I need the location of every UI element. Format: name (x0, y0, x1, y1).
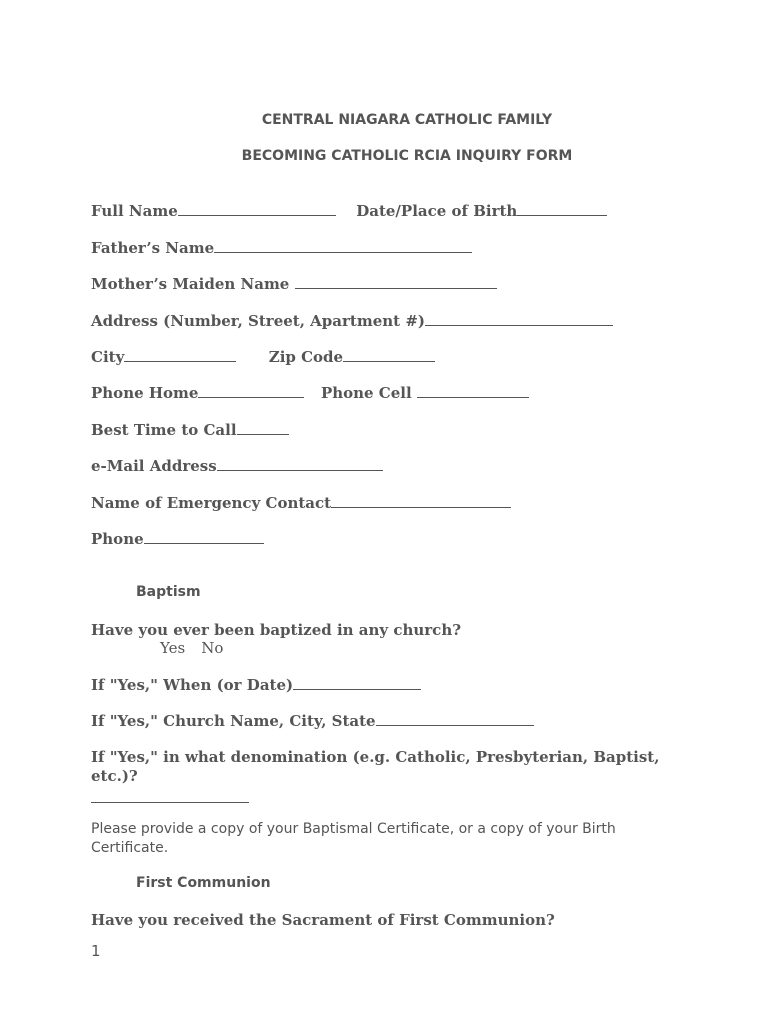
email-label: e-Mail Address (91, 457, 217, 475)
church-row (91, 711, 534, 730)
denomination-question: If "Yes," in what denomination (e.g. Catholic, Presbyterian, Baptist, etc.)? (91, 748, 660, 785)
org-title: CENTRAL NIAGARA CATHOLIC FAMILY (261, 112, 553, 128)
address-row (91, 311, 613, 330)
full-name-input[interactable] (178, 201, 336, 216)
full-name-row (91, 201, 607, 220)
baptized-question: Have you ever been baptized in any church? (91, 621, 462, 639)
yes-option[interactable]: Yes (160, 639, 186, 657)
phone-home-label: Phone Home (91, 384, 199, 402)
city-label: City (91, 348, 125, 366)
emergency-label: Name of Emergency Contact (91, 494, 332, 512)
phone-input[interactable] (144, 529, 264, 544)
phones-row (91, 383, 529, 402)
when-label: If "Yes," When (or Date) (91, 676, 294, 694)
mothers-name-input[interactable] (295, 274, 497, 289)
phone-home-input[interactable] (198, 383, 304, 398)
address-input[interactable] (425, 311, 613, 326)
birth-input[interactable] (517, 201, 607, 216)
certificate-note: Please provide a copy of your Baptismal Certificate, or a copy of your Birth Certificate. (91, 821, 616, 856)
best-time-input[interactable] (237, 420, 289, 435)
city-input[interactable] (124, 347, 236, 362)
phone-label: Phone (91, 530, 144, 548)
mothers-name-row (91, 274, 497, 293)
fathers-name-label: Father’s Name (91, 239, 215, 257)
fathers-name-row (91, 238, 472, 257)
form-title: BECOMING CATHOLIC RCIA INQUIRY FORM (241, 148, 573, 164)
fathers-name-input[interactable] (214, 238, 472, 253)
best-time-row (91, 420, 289, 439)
baptism-heading: Baptism (136, 584, 201, 600)
phone-cell-input[interactable] (417, 383, 529, 398)
best-time-label: Best Time to Call (91, 421, 237, 439)
zip-input[interactable] (343, 347, 435, 362)
denomination-input[interactable] (91, 788, 249, 803)
email-input[interactable] (217, 456, 383, 471)
zip-label: Zip Code (268, 348, 344, 366)
page-number: 1 (91, 942, 101, 960)
full-name-label: Full Name (91, 202, 178, 220)
communion-heading: First Communion (136, 875, 271, 891)
mothers-name-label: Mother’s Maiden Name (91, 275, 290, 293)
when-row (91, 675, 421, 694)
church-input[interactable] (376, 711, 534, 726)
birth-label: Date/Place of Birth (356, 202, 518, 220)
when-input[interactable] (293, 675, 421, 690)
communion-question: Have you received the Sacrament of First Communion? (91, 911, 555, 929)
address-label: Address (Number, Street, Apartment #) (91, 312, 425, 330)
phone-row (91, 529, 264, 548)
phone-cell-label: Phone Cell (320, 384, 412, 402)
baptized-options (160, 639, 239, 657)
email-row (91, 456, 383, 475)
church-label: If "Yes," Church Name, City, State (91, 712, 376, 730)
emergency-row (91, 493, 511, 512)
city-zip-row (91, 347, 435, 366)
emergency-input[interactable] (331, 493, 511, 508)
no-option[interactable]: No (201, 639, 224, 657)
